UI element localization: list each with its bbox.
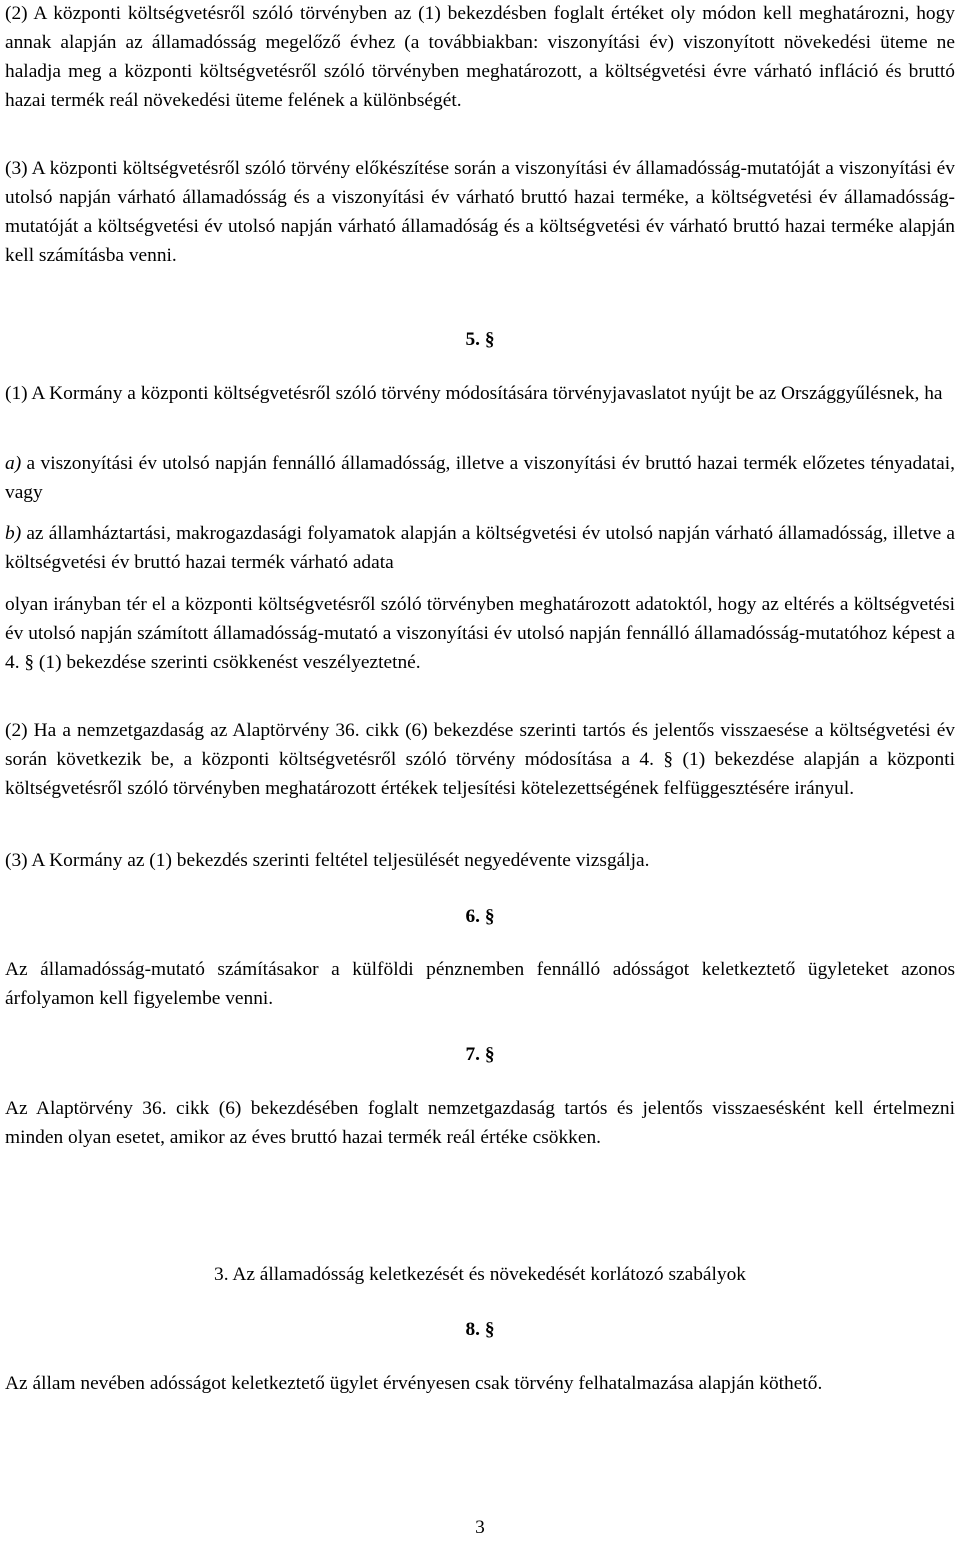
paragraph-6: Az államadósság-mutató számításakor a külföldi pénznemben fennálló adósságot keletkeztető ügyleteket azonos árfolyamon kell figyelembe venni. <box>5 959 955 1009</box>
section-heading-8: 8. § <box>465 1319 495 1340</box>
section-heading-7: 7. § <box>465 1044 495 1065</box>
paragraph-8: Az állam nevében adósságot keletkeztető ügylet érvényesen csak törvény felhatalmazása alapján köthető. <box>5 1373 823 1394</box>
paragraph-5-1-closing: olyan irányban tér el a központi költségvetésről szóló törvényben meghatározott adatoktól, hogy az eltérés a költségvetési év utolsó napján számított államadósság-mutató a viszonyítási év utolsó napján fennálló államadósság-mutatóhoz képest a 4. § (1) bekezdése szerinti csökkenést veszélyeztetné. <box>5 594 955 673</box>
chapter-title-3: 3. Az államadósság keletkezését és növekedését korlátozó szabályok <box>214 1264 746 1285</box>
section-heading-6: 6. § <box>465 906 495 927</box>
paragraph-7: Az Alaptörvény 36. cikk (6) bekezdésében foglalt nemzetgazdaság tartós és jelentős visszaesésként kell értelmezni minden olyan esetet, amikor az éves bruttó hazai termék reál értéke csökken. <box>5 1098 955 1148</box>
paragraph-4-3: (3) A központi költségvetésről szóló törvény előkészítése során a viszonyítási év államadósság-mutatóját a viszonyítási év utolsó napján várható államadósság és a viszonyítási év várható bruttó hazai terméke, a költségvetési év államadósság-mutatóját a költségvetési év utolsó napján várható államadóság és a költségvetési év várható bruttó hazai terméke alapján kell számításba venni. <box>5 158 955 266</box>
paragraph-5-2: (2) Ha a nemzetgazdaság az Alaptörvény 36. cikk (6) bekezdése szerinti tartós és jelentős visszaesése a költségvetési év során következik be, a központi költségvetésről szóló törvény módosítása a 4. § (1) bekezdése alapján a központi költségvetésről szóló törvényben meghatározott értékek teljesítési kötelezettségének felfüggesztésére irányul. <box>5 720 955 799</box>
document-page <box>5 0 955 1537</box>
paragraph-4-2: (2) A központi költségvetésről szóló törvényben az (1) bekezdésben foglalt értéket oly módon kell meghatározni, hogy annak alapján az államadósság megelőző évhez (a továbbiakban: viszonyítási év) viszonyított növekedési üteme ne haladja meg a központi költségvetésről szóló törvényben meghatározott, a költségvetési évre várható infláció és bruttó hazai termék reál növekedési üteme felének a különbségét. <box>5 3 955 111</box>
paragraph-5-1-a: a) a viszonyítási év utolsó napján fennálló államadósság, illetve a viszonyítási év bruttó hazai termék előzetes tényadatai, vagy <box>5 453 955 503</box>
paragraph-5-1: (1) A Kormány a központi költségvetésről szóló törvény módosítására törvényjavaslatot nyújt be az Országgyűlésnek, ha <box>5 383 943 404</box>
section-heading-5: 5. § <box>465 329 495 350</box>
point-label-b: b) <box>5 523 22 544</box>
paragraph-5-1-b: b) az államháztartási, makrogazdasági folyamatok alapján a költségvetési év utolsó napján várható államadósság, illetve a költségvetési év bruttó hazai termék várható adata <box>5 523 955 573</box>
point-label-a: a) <box>5 453 22 474</box>
page-number: 3 <box>475 1517 485 1538</box>
paragraph-5-3: (3) A Kormány az (1) bekezdés szerinti feltétel teljesülését negyedévente vizsgálja. <box>5 850 650 871</box>
